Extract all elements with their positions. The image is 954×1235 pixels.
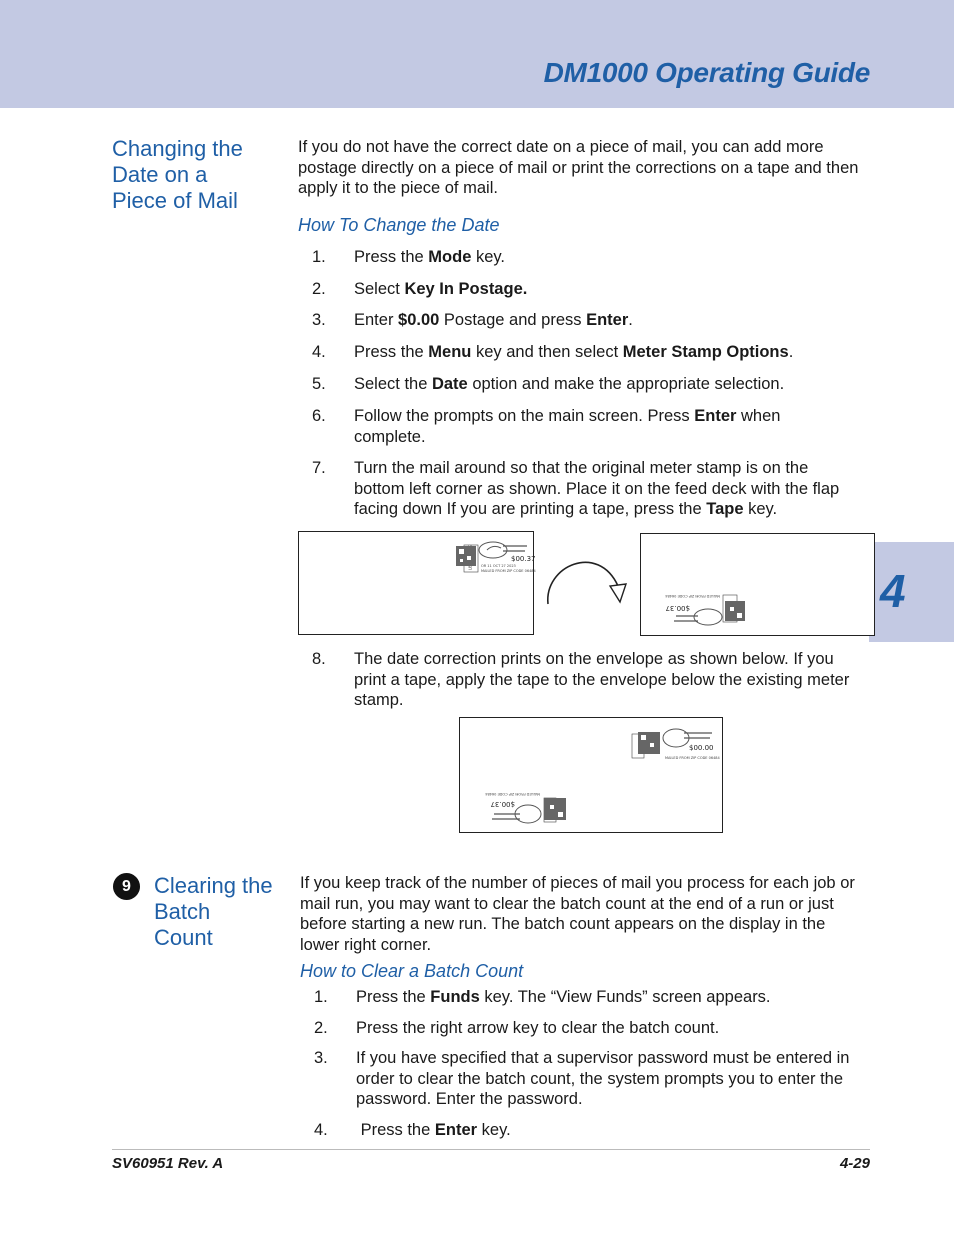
stamp-date-text: OR 11 OCT 27 2023 (481, 564, 516, 568)
corrected-stamp-graphic (460, 718, 721, 831)
step-text: Press the Enter key. (356, 1121, 511, 1139)
section-intro: If you keep track of the number of pieces of mail you process for each job or mail run, you may want to clear the batch count at the end of a run or just before starting a new run. The batch count appears on the display in the lower right corner. (300, 874, 855, 954)
meter-stamp-graphic-rotated (641, 534, 873, 634)
stamp-zip-text: MAILED FROM ZIP CODE 06484 (665, 594, 720, 598)
step-number: 8. (312, 650, 326, 668)
heading-line: Clearing the (154, 873, 273, 898)
step-text: Select Key In Postage. (354, 280, 528, 298)
step-text: Enter $0.00 Postage and press Enter. (354, 311, 633, 329)
heading-line: Changing the (112, 136, 243, 161)
step-text: Press the right arrow key to clear the batch count. (356, 1019, 720, 1037)
step-number: 5. (312, 375, 326, 393)
new-stamp-value-text: $00.00 (689, 744, 714, 752)
heading-line: Date on a (112, 162, 208, 187)
old-stamp-value-text: $00.37 (490, 800, 515, 808)
step-number: 4. (312, 343, 326, 361)
section-number-badge: 9 (113, 873, 140, 900)
step-text: The date correction prints on the envelope as shown below. If you print a tape, apply the tape to the envelope below the existing meter stamp. (354, 650, 850, 709)
step-text: Press the Menu key and then select Meter Stamp Options. (354, 343, 794, 361)
step-number: 3. (314, 1049, 328, 1067)
step-number: 4. (314, 1121, 328, 1139)
step-text: Select the Date option and make the appropriate selection. (354, 375, 785, 393)
section-heading-change-date (112, 136, 243, 214)
rotate-arrow-icon (538, 546, 633, 608)
step-text: Press the Funds key. The “View Funds” screen appears. (356, 988, 771, 1006)
chapter-number: 4 (880, 565, 906, 617)
heading-line: Count (154, 925, 213, 950)
step-number: 3. (312, 311, 326, 329)
section-intro: If you do not have the correct date on a piece of mail, you can add more postage directly on a piece of mail or print the corrections on a tape and then apply it to the piece of mail. (298, 138, 859, 197)
step-number: 1. (312, 248, 326, 266)
step-number: 6. (312, 407, 326, 425)
envelope-rotated (640, 533, 875, 636)
subheading-how-to-change-date: How To Change the Date (298, 215, 500, 235)
envelope-original (298, 531, 534, 635)
footer-doc-id: SV60951 Rev. A (112, 1155, 224, 1172)
meter-stamp-graphic (299, 532, 536, 633)
footer-page-number: 4-29 (839, 1155, 870, 1172)
stamp-zip-text: MAILED FROM ZIP CODE 06484 (485, 792, 540, 796)
heading-line: Piece of Mail (112, 188, 238, 213)
subheading-how-to-clear-batch: How to Clear a Batch Count (300, 961, 524, 981)
step-text: Follow the prompts on the main screen. Press Enter when complete. (354, 407, 781, 446)
step-text: Turn the mail around so that the original meter stamp is on the bottom left corner as shown. Place it on the feed deck with the flap facing down If you are printing a tape, press the Tape key. (354, 459, 840, 518)
header-band (0, 0, 954, 108)
page-title: DM1000 Operating Guide (543, 57, 870, 88)
footer-rule (112, 1149, 870, 1150)
section-heading-batch-count (154, 873, 273, 951)
step-number: 1. (314, 988, 328, 1006)
stamp-zip-text: MAILED FROM ZIP CODE 06484 (665, 756, 720, 760)
step-text: If you have specified that a supervisor password must be entered in order to clear the batch count, the system prompts you to enter the password. Enter the password. (356, 1049, 850, 1108)
stamp-value-text: $00.37 (511, 555, 536, 563)
step-number: 2. (312, 280, 326, 298)
stamp-zip-text: MAILED FROM ZIP CODE 06484 (481, 569, 536, 573)
heading-line: Batch (154, 899, 211, 924)
step-number: 7. (312, 459, 326, 477)
svg-text:US POSTAGE: US (468, 564, 473, 570)
step-text: Press the Mode key. (354, 248, 506, 266)
step-number: 2. (314, 1019, 328, 1037)
stamp-value-text: $00.37 (665, 604, 690, 612)
envelope-corrected (459, 717, 723, 833)
